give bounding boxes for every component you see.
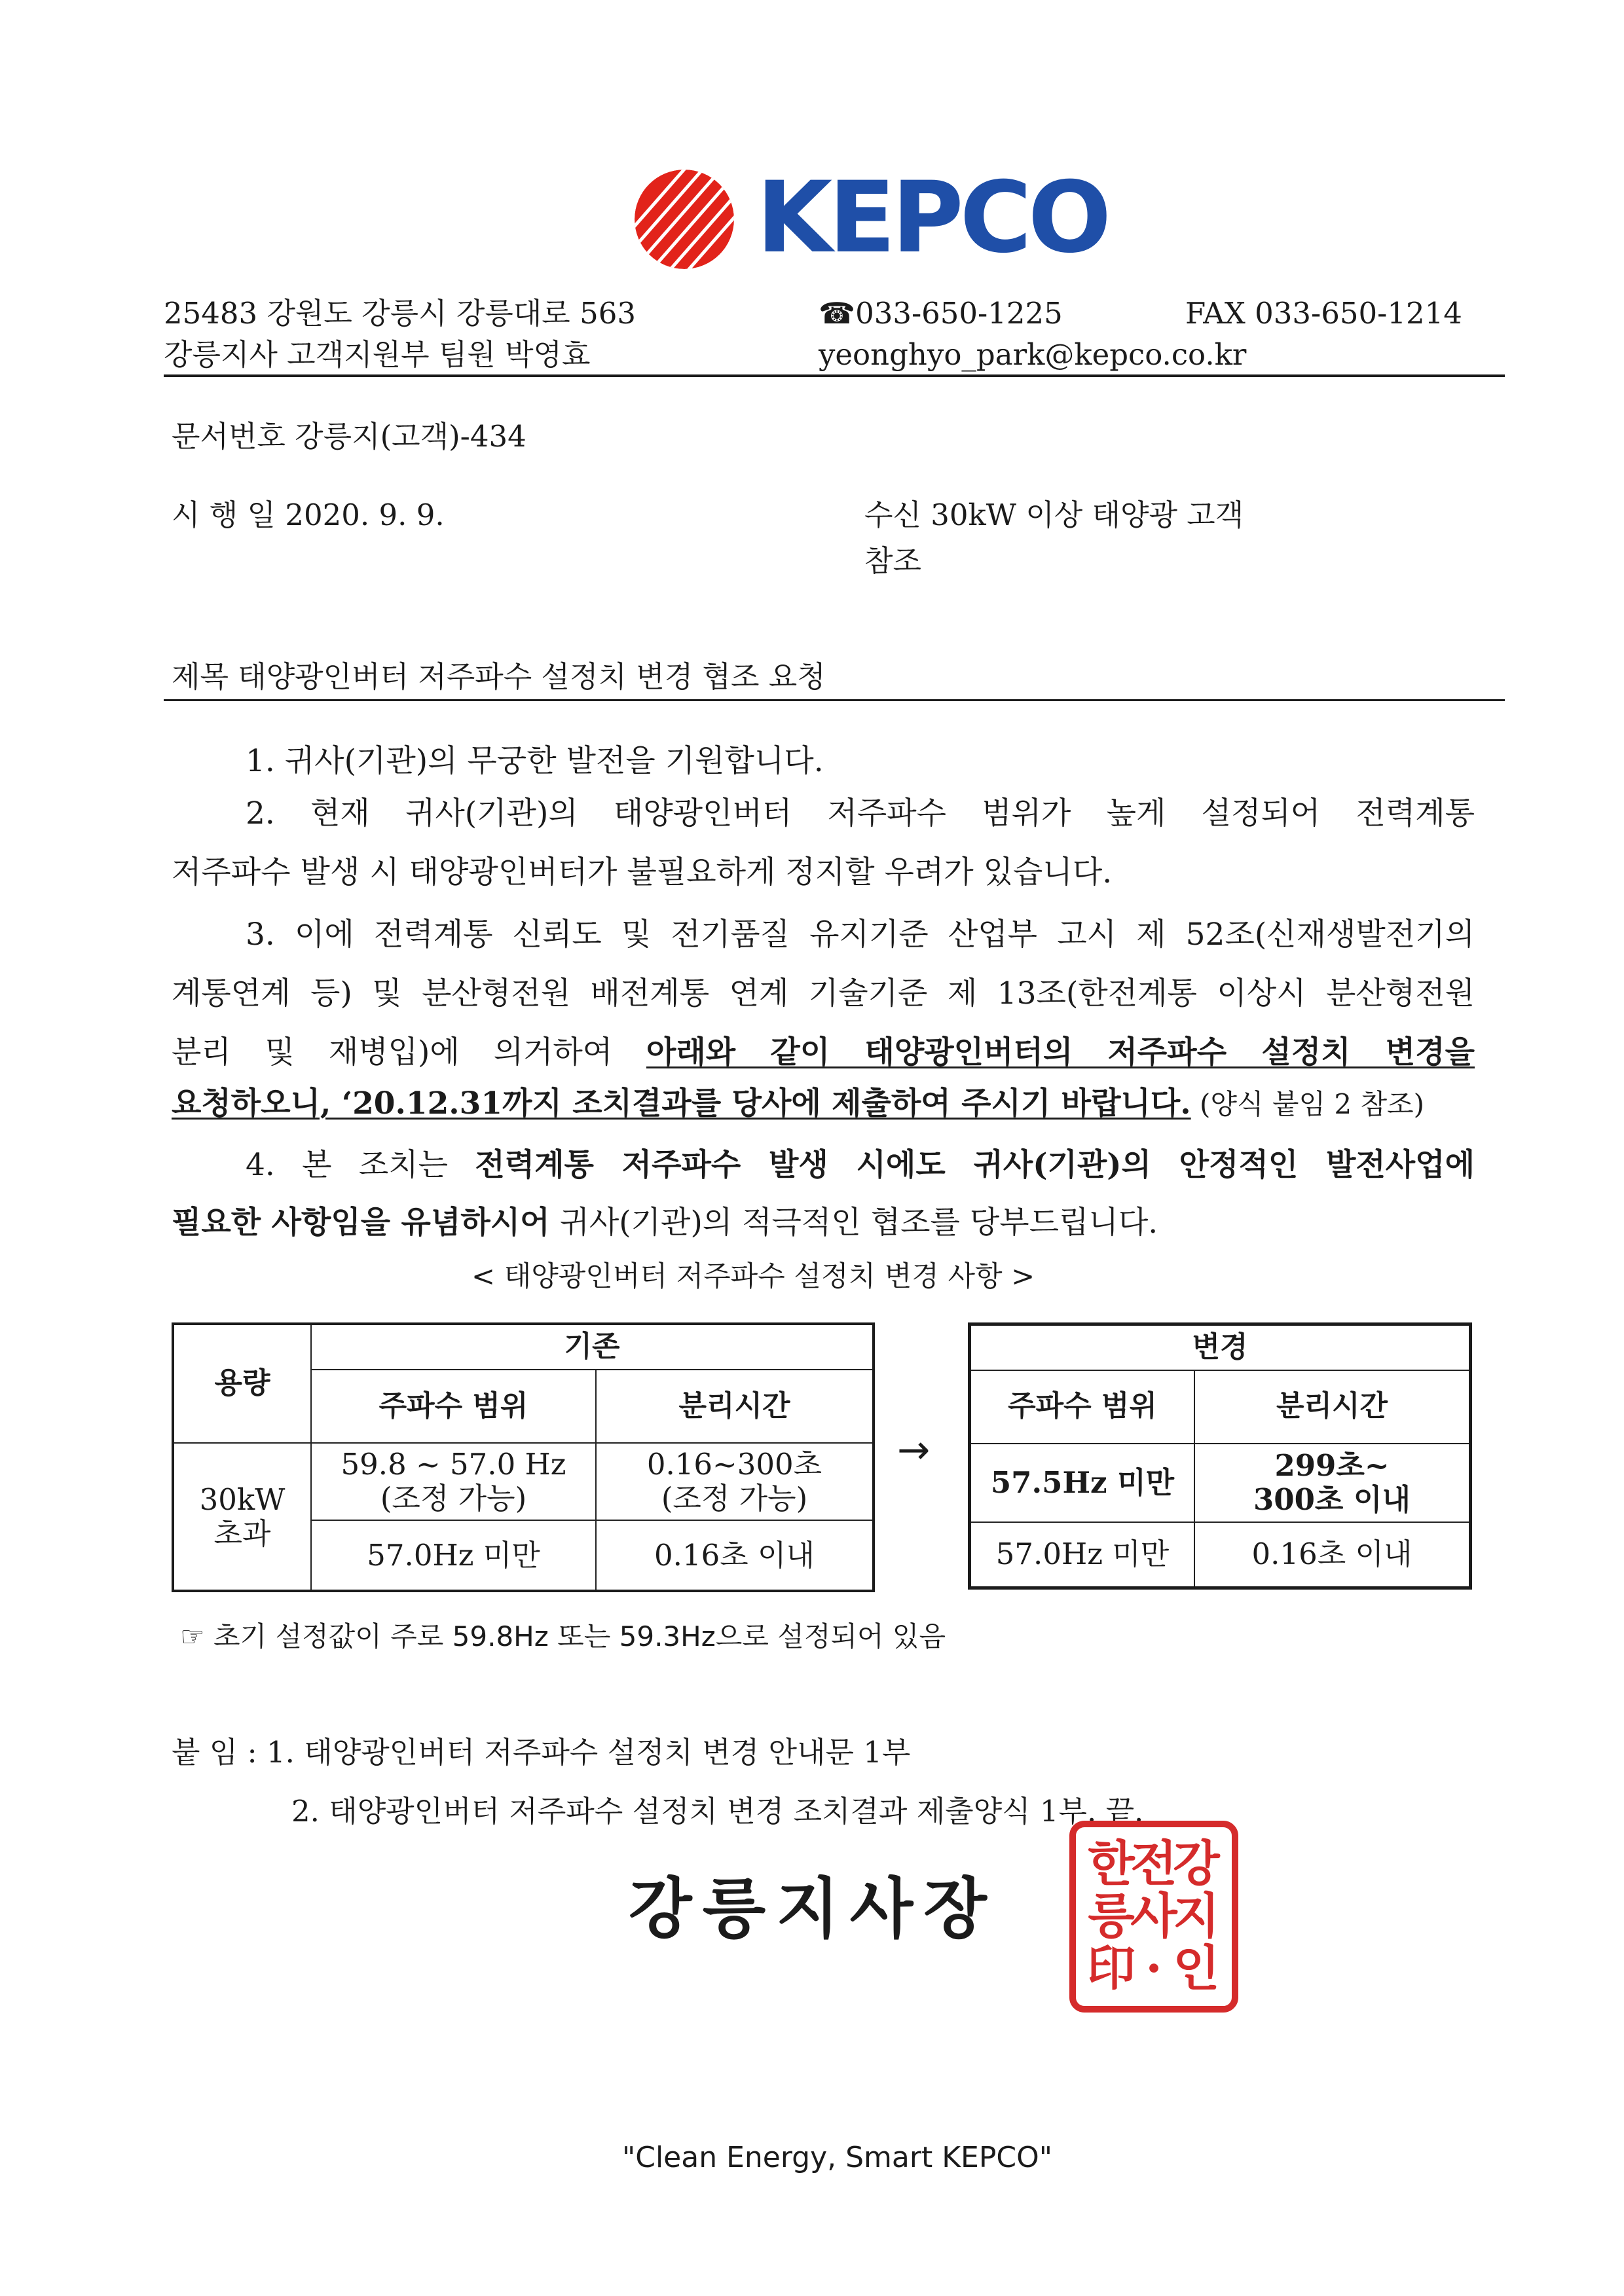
pointing-hand-icon: ☞: [180, 1620, 214, 1652]
after-row2-freq: 57.0Hz 미만: [970, 1522, 1195, 1588]
paragraph-3-line-3: 분리 및 재병입)에 의거하여 아래와 같이 태양광인버터의 저주파수 설정치 변경을: [172, 1034, 1475, 1070]
after-row1-time: 299초~ 300초 이내: [1194, 1444, 1471, 1522]
table-before: [172, 1322, 875, 1592]
kepco-wordmark: KEPCO: [756, 161, 1108, 275]
paragraph-4-line-2: 필요한 사항임을 유념하시어 귀사(기관)의 적극적인 협조를 당부드립니다.: [172, 1205, 1158, 1241]
fax: FAX 033-650-1214: [1185, 296, 1462, 331]
svg-text:강: 강: [1173, 1836, 1220, 1892]
attachment-1: 붙 임 : 1. 태양광인버터 저주파수 설정치 변경 안내문 1부: [172, 1735, 911, 1770]
table-caption: < 태양광인버터 저주파수 설정치 변경 사항 >: [471, 1260, 1035, 1293]
reference: 참조: [864, 543, 921, 578]
paragraph-4-line-1: 4. 본 조치는 전력계통 저주파수 발생 시에도 귀사(기관)의 안정적인 발전사업에: [246, 1147, 1475, 1183]
svg-text:한: 한: [1088, 1836, 1135, 1892]
issue-date: 시 행 일 2020. 9. 9.: [172, 498, 445, 532]
paragraph-1: 1. 귀사(기관)의 무궁한 발전을 기원합니다.: [246, 743, 824, 779]
table-after: [968, 1322, 1472, 1590]
header-divider: [164, 374, 1505, 377]
svg-text:지: 지: [1173, 1888, 1220, 1944]
before-group-header: 기존: [311, 1324, 874, 1370]
doc-number: 문서번호 강릉지(고객)-434: [172, 419, 526, 454]
note: ☞ 초기 설정값이 주로 59.8Hz 또는 59.3Hz으로 설정되어 있음: [180, 1620, 946, 1652]
email: yeonghyo_park@kepco.co.kr: [819, 337, 1247, 372]
after-row2-time: 0.16초 이내: [1194, 1522, 1471, 1588]
before-col-time: 분리시간: [596, 1370, 874, 1443]
phone-icon: ☎: [819, 296, 856, 331]
after-col-freq: 주파수 범위: [970, 1370, 1195, 1444]
capacity-header: 용량: [173, 1324, 311, 1443]
svg-text:·: ·: [1145, 1941, 1162, 1997]
after-row1-freq: 57.5Hz 미만: [970, 1444, 1195, 1522]
attachment-2: 2. 태양광인버터 저주파수 설정치 변경 조치결과 제출양식 1부. 끝.: [291, 1794, 1144, 1829]
before-row1-time: 0.16~300초 (조정 가능): [596, 1443, 874, 1520]
svg-text:印: 印: [1087, 1941, 1135, 1997]
recipient: 수신 30kW 이상 태양광 고객: [864, 498, 1244, 532]
after-group-header: 변경: [970, 1324, 1471, 1370]
subject-divider: [164, 699, 1505, 701]
before-row1-freq: 59.8 ~ 57.0 Hz (조정 가능): [311, 1443, 596, 1520]
capacity-value: 30kW 초과: [173, 1443, 311, 1591]
paragraph-3-line-1: 3. 이에 전력계통 신뢰도 및 전기품질 유지기준 산업부 고시 제 52조(신재생발전기의: [246, 917, 1475, 953]
paragraph-3-line-2: 계통연계 등) 및 분산형전원 배전계통 연계 기술기준 제 13조(한전계통 이상시 분산형전원: [172, 975, 1475, 1011]
before-row2-time: 0.16초 이내: [596, 1520, 874, 1591]
paragraph-2-line-1: 2. 현재 귀사(기관)의 태양광인버터 저주파수 범위가 높게 설정되어 전력계통: [246, 795, 1475, 831]
after-col-time: 분리시간: [1194, 1370, 1471, 1444]
kepco-emblem-icon: [632, 167, 750, 272]
official-seal-icon: [1069, 1820, 1239, 2013]
footer-slogan: "Clean Energy, Smart KEPCO": [622, 2141, 1052, 2174]
arrow-icon: →: [897, 1427, 931, 1473]
before-row2-freq: 57.0Hz 미만: [311, 1520, 596, 1591]
svg-text:사: 사: [1130, 1888, 1177, 1944]
address: 25483 강원도 강릉시 강릉대로 563: [164, 296, 636, 331]
svg-text:릉: 릉: [1088, 1888, 1135, 1944]
svg-text:인: 인: [1173, 1941, 1220, 1997]
svg-text:전: 전: [1130, 1836, 1177, 1892]
emphasis-deadline: 요청하오니, ‘20.12.31까지 조치결과를 당사에 제출하여 주시기 바랍니다.: [172, 1085, 1191, 1121]
department: 강릉지사 고객지원부 팀원 박영효: [164, 337, 591, 372]
subject: 제목 태양광인버터 저주파수 설정치 변경 협조 요청: [172, 659, 826, 694]
paragraph-2-line-2: 저주파수 발생 시 태양광인버터가 불필요하게 정지할 우려가 있습니다.: [172, 854, 1113, 890]
emphasis-request: 아래와 같이 태양광인버터의 저주파수 설정치 변경을: [646, 1034, 1475, 1070]
paragraph-3-line-4: 요청하오니, ‘20.12.31까지 조치결과를 당사에 제출하여 주시기 바랍니다. (양식 붙임 2 참조): [172, 1085, 1424, 1121]
signature: 강릉지사장: [629, 1870, 997, 1947]
before-col-freq: 주파수 범위: [311, 1370, 596, 1443]
phone: ☎033-650-1225: [819, 296, 1063, 331]
